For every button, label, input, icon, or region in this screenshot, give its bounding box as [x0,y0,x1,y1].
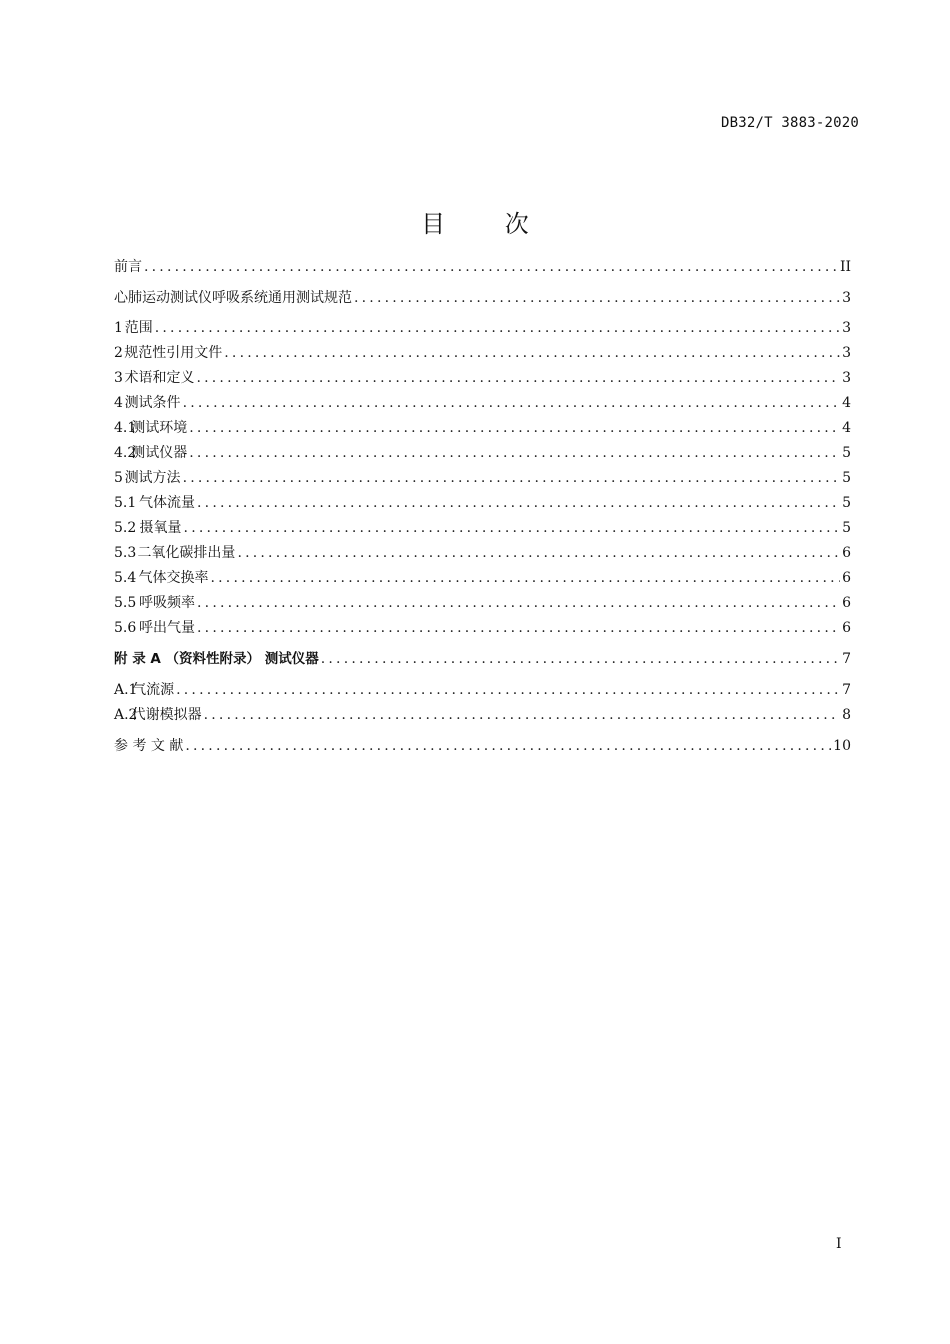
toc-entry-page: 5 [842,495,851,511]
toc-entry-number: 4 [114,395,123,411]
toc-entry-page: 3 [842,370,851,386]
toc-entry-4-1[interactable] [114,417,851,439]
toc-entry-number: 4.1 [114,420,137,436]
toc-leader [184,517,841,539]
toc-entry-number: 5.4 [114,570,137,586]
toc-entry-number: A.2 [114,707,138,723]
toc-entry-number: 4.2 [114,445,137,461]
toc-entry-label: 参 考 文 献 [114,738,184,754]
toc-leader [197,617,840,639]
toc-entry-a-2[interactable] [114,704,851,726]
toc-entry-page: 4 [842,395,851,411]
toc-entry-references[interactable] [114,735,851,757]
toc-entry-5-3[interactable] [114,542,851,564]
toc-leader [144,256,838,278]
toc-entry-label: 呼吸频率 [139,595,196,611]
toc-entry-page: 5 [842,445,851,461]
toc-entry-label: 气流源 [132,682,175,698]
toc-entry-number: 2 [114,345,123,361]
toc-leader [189,442,840,464]
toc-entry-page: 3 [842,320,851,336]
toc-entry-page: 6 [842,570,851,586]
toc-entry-5-6[interactable] [114,617,851,639]
toc-entry-label: 术语和定义 [124,370,195,386]
toc-entry-number: 5.2 [114,520,137,536]
toc-leader [224,342,840,364]
toc-entry-label: 规范性引用文件 [124,345,223,361]
toc-entry-number: 5.5 [114,595,137,611]
toc-entry-label: 测试条件 [124,395,181,411]
toc-entry-5-5[interactable] [114,592,851,614]
toc-entry-page: 7 [842,651,851,667]
toc-leader [196,367,840,389]
toc-entry-number: 1 [114,320,123,336]
toc-entry-3[interactable] [114,367,851,389]
toc-leader [237,542,840,564]
standard-code: DB32/T 3883-2020 [720,115,859,131]
toc-entry-label: 测试仪器 [131,445,188,461]
toc-leader [176,679,840,701]
toc-entry-label: 呼出气量 [139,620,196,636]
toc-leader [354,287,840,309]
toc-entry-label: 摄氧量 [139,520,182,536]
toc-entry-1[interactable] [114,317,851,339]
toc-entry-label: 气体交换率 [138,570,209,586]
toc-entry-page: 4 [842,420,851,436]
toc-entry-page: 10 [833,738,851,754]
toc-entry-page: II [839,259,851,275]
toc-entry-number: A.1 [114,682,138,698]
toc-entry-label: 范围 [124,320,153,336]
toc-entry-2[interactable] [114,342,851,364]
toc-entry-5-4[interactable] [114,567,851,589]
toc-entry-number: 5.3 [114,545,137,561]
toc-leader [204,704,840,726]
toc-title: 目 次 [421,210,555,238]
toc-entry-foreword[interactable] [114,256,851,278]
toc-entry-5-2[interactable] [114,517,851,539]
toc-leader [185,735,831,757]
toc-entry-label: 二氧化碳排出量 [137,545,236,561]
toc-entry-page: 8 [842,707,851,723]
toc-entry-page: 6 [842,595,851,611]
toc-entry-page: 6 [842,545,851,561]
toc-entry-label: 附 录 A （资料性附录） 测试仪器 [114,651,319,667]
toc-leader [183,392,841,414]
toc-entry-4[interactable] [114,392,851,414]
toc-entry-number: 5.6 [114,620,137,636]
toc-entry-number: 5 [114,470,123,486]
toc-entry-label: 测试方法 [124,470,181,486]
toc-leader [183,467,841,489]
toc-entry-4-2[interactable] [114,442,851,464]
toc-entry-label: 前言 [114,259,142,275]
toc-entry-label: 测试环境 [131,420,188,436]
toc-leader [197,592,840,614]
toc-leader [189,417,840,439]
toc-entry-label: 气体流量 [139,495,196,511]
toc-entry-page: 5 [842,470,851,486]
toc-entry-a-1[interactable] [114,679,851,701]
toc-leader [321,648,840,670]
toc-leader [211,567,841,589]
toc-entry-spec-title[interactable] [114,287,851,309]
toc-entry-page: 3 [842,290,851,306]
toc-entry-5-1[interactable] [114,492,851,514]
toc-entry-number: 3 [114,370,123,386]
toc-entry-label: 代谢模拟器 [131,707,202,723]
toc-entry-appendix-a[interactable] [114,648,851,670]
toc-leader [155,317,840,339]
toc-entry-page: 3 [842,345,851,361]
page-number: I [836,1236,842,1252]
toc-entry-page: 5 [842,520,851,536]
toc-entry-number: 5.1 [114,495,137,511]
toc-entry-page: 7 [842,682,851,698]
toc-entry-5[interactable] [114,467,851,489]
toc-entry-label: 心肺运动测试仪呼吸系统通用测试规范 [114,290,352,306]
toc-leader [197,492,840,514]
toc-entry-page: 6 [842,620,851,636]
